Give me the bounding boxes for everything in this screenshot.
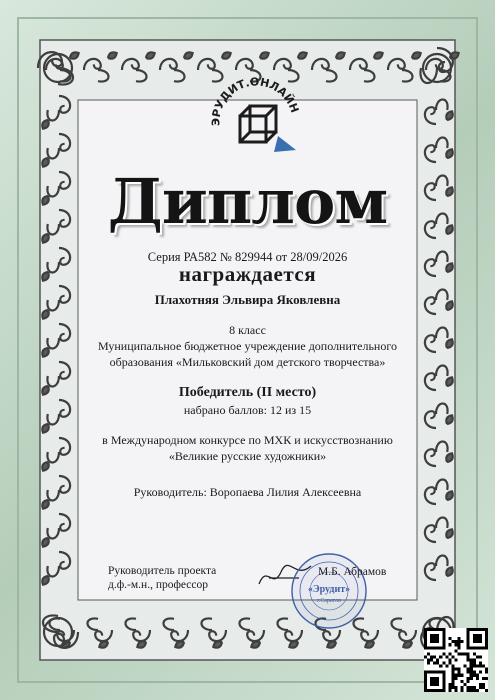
signatory-right: М.Б. Абрамов [318,566,387,578]
contest-line-2: «Великие русские художники» [168,449,327,463]
svg-text:ЭРУДИТ.ОНЛАЙН: ЭРУДИТ.ОНЛАЙН [209,76,302,127]
signatory-left [108,564,216,592]
signatory-left-degree: д.ф.-м.н., профессор [108,579,209,591]
score-text: набрано баллов: 12 из 15 [183,403,312,417]
signatory-left-role: Руководитель проекта [108,565,217,577]
place-result: Победитель (II место) [178,385,317,400]
organization-line-1: Муниципальное бюджетное учреждение дополнительного [98,339,397,353]
qr-code[interactable] [424,628,488,692]
erudit-logo [208,76,303,168]
mentor-text: Руководитель: Воропаева Лилия Алексеевна [133,485,362,499]
contest-line-1: в Международном конкурсе по МХК и искусствознанию [102,433,393,447]
grade-text: 8 класс [229,323,266,337]
series-number: Серия РА582 № 829944 от 28/09/2026 [147,250,348,264]
diploma-title: Диплом [107,165,388,238]
organization-line-2: образования «Мильковский дом детского творчества» [109,355,386,369]
svg-text:«Эрудит»: «Эрудит» [307,584,351,595]
svg-text:г.Саратов: г.Саратов [317,598,341,604]
awarded-heading: награждается [178,262,317,286]
recipient-name: Плахотняя Эльвира Яковлевна [154,292,341,307]
official-stamp [290,552,368,630]
